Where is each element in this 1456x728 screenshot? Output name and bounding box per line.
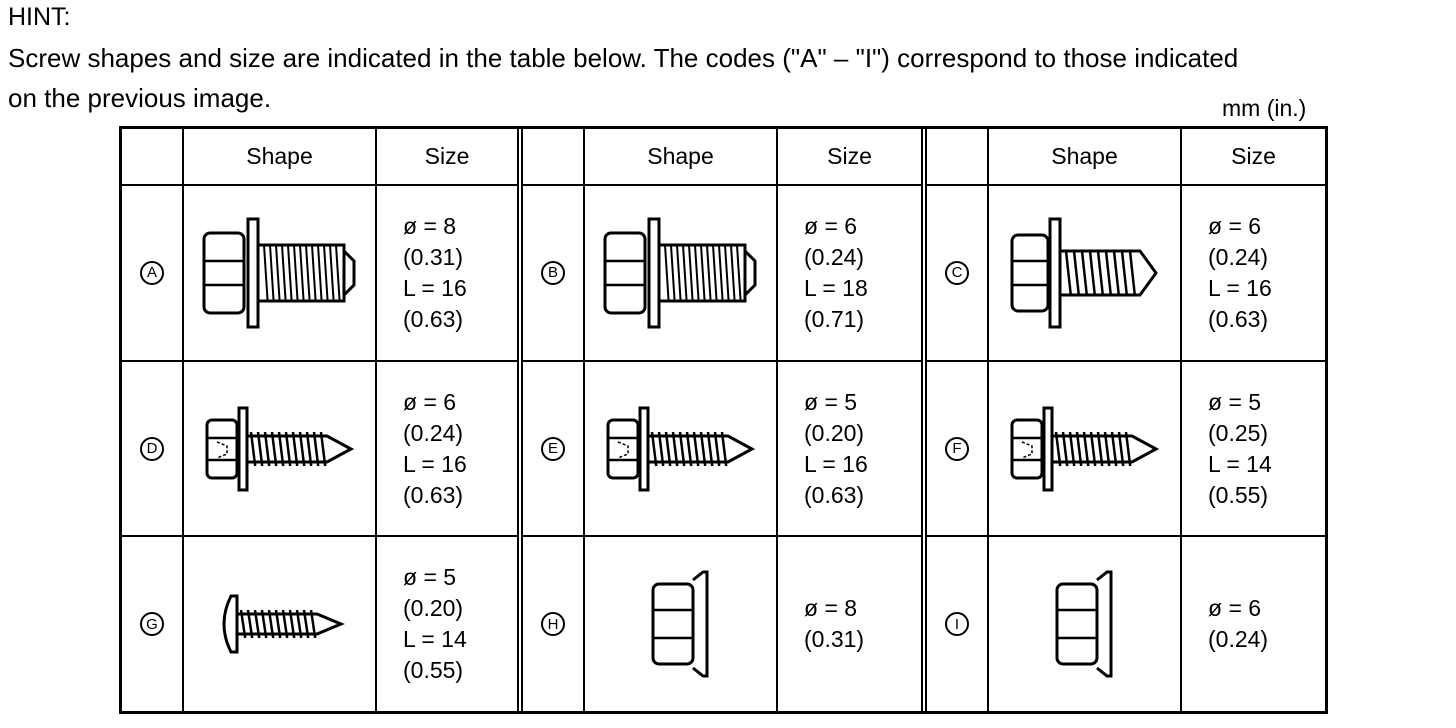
size-line: (0.20) <box>804 419 865 446</box>
size-line: (0.24) <box>804 243 865 270</box>
pan-head-tapping-screw-icon <box>215 592 345 656</box>
size-line: ø = 6 <box>1208 212 1262 239</box>
size-line: (0.24) <box>403 419 464 446</box>
shape-cell <box>585 362 776 538</box>
size-line: ø = 8 <box>403 212 457 239</box>
code-cell <box>927 362 987 538</box>
size-header: Size <box>377 129 517 186</box>
size-cell <box>377 186 517 362</box>
code-column <box>523 129 585 711</box>
size-cell <box>778 362 921 538</box>
size-value <box>804 387 868 511</box>
size-value <box>1208 211 1272 335</box>
hex-flange-tapping-screw-icon <box>1010 217 1160 329</box>
size-line: (0.63) <box>804 481 865 508</box>
shape-header: Shape <box>989 129 1180 186</box>
code-cell <box>122 186 182 362</box>
size-cell <box>1182 537 1325 711</box>
size-line: ø = 6 <box>804 212 858 239</box>
hint-text-line-2: on the previous image. <box>8 83 272 113</box>
size-line: ø = 6 <box>1208 595 1262 622</box>
size-line: (0.55) <box>1208 481 1269 508</box>
table-group-2 <box>523 129 927 711</box>
code-cell <box>523 362 583 538</box>
shape-header: Shape <box>184 129 375 186</box>
size-line: ø = 6 <box>403 388 457 415</box>
shape-cell <box>184 186 375 362</box>
flange-nut-icon <box>651 570 711 678</box>
units-label: mm (in.) <box>1222 95 1307 121</box>
size-line: L = 16 <box>804 450 868 477</box>
hex-flange-bolt-long-icon <box>603 217 759 329</box>
size-column <box>1182 129 1325 711</box>
hint-title: HINT: <box>8 3 71 31</box>
code-cell <box>927 537 987 711</box>
code-header <box>523 129 583 186</box>
size-line: L = 16 <box>403 274 467 301</box>
size-line: (0.24) <box>1208 626 1269 653</box>
hint-text-line-1: Screw shapes and size are indicated in the table below. The codes ("A" – "I") correspond to those indicated <box>8 43 1239 73</box>
size-cell <box>778 537 921 711</box>
table-group-3 <box>927 129 1325 711</box>
shape-cell <box>989 186 1180 362</box>
shape-cell <box>989 537 1180 711</box>
shape-column <box>184 129 377 711</box>
size-line: (0.55) <box>403 657 464 684</box>
code-badge: E <box>541 437 565 461</box>
hex-washer-tapping-screw-icon <box>606 406 756 492</box>
size-cell <box>1182 186 1325 362</box>
code-badge: H <box>541 612 565 636</box>
size-line: (0.25) <box>1208 419 1269 446</box>
size-value <box>1208 387 1272 511</box>
code-badge: C <box>945 261 969 285</box>
code-badge: I <box>945 612 969 636</box>
hex-washer-tapping-screw-icon <box>1010 406 1160 492</box>
size-cell <box>377 537 517 711</box>
shape-cell <box>989 362 1180 538</box>
shape-cell <box>585 537 776 711</box>
screw-table <box>119 126 1328 714</box>
size-value <box>804 593 864 655</box>
size-line: ø = 5 <box>804 388 858 415</box>
size-line: (0.63) <box>403 481 464 508</box>
hex-flange-bolt-long-icon <box>202 217 358 329</box>
size-column <box>377 129 517 711</box>
code-badge: D <box>140 437 164 461</box>
size-value <box>403 562 467 686</box>
size-line: (0.31) <box>804 626 865 653</box>
size-line: (0.24) <box>1208 243 1269 270</box>
table-group-1 <box>122 129 523 711</box>
code-cell <box>523 537 583 711</box>
size-value <box>804 211 868 335</box>
size-line: (0.63) <box>1208 305 1269 332</box>
code-badge: A <box>140 261 164 285</box>
size-column <box>778 129 921 711</box>
size-line: ø = 8 <box>804 595 858 622</box>
size-line: L = 14 <box>403 626 467 653</box>
code-badge: G <box>140 612 164 636</box>
shape-cell <box>585 186 776 362</box>
size-line: (0.71) <box>804 305 865 332</box>
size-line: (0.63) <box>403 305 464 332</box>
size-line: (0.31) <box>403 243 464 270</box>
size-line: L = 16 <box>1208 274 1272 301</box>
size-line: L = 18 <box>804 274 868 301</box>
size-value <box>1208 593 1268 655</box>
size-header: Size <box>778 129 921 186</box>
shape-cell <box>184 362 375 538</box>
code-cell <box>927 186 987 362</box>
code-badge: F <box>945 437 969 461</box>
size-line: L = 16 <box>403 450 467 477</box>
code-header <box>927 129 987 186</box>
size-line: (0.20) <box>403 595 464 622</box>
flange-nut-icon <box>1055 570 1115 678</box>
code-badge: B <box>541 261 565 285</box>
shape-header: Shape <box>585 129 776 186</box>
code-cell <box>122 362 182 538</box>
shape-column <box>585 129 778 711</box>
code-cell <box>122 537 182 711</box>
size-header: Size <box>1182 129 1325 186</box>
size-line: ø = 5 <box>1208 388 1262 415</box>
shape-cell <box>184 537 375 711</box>
code-header <box>122 129 182 186</box>
size-value <box>403 211 467 335</box>
code-column <box>927 129 989 711</box>
size-cell <box>1182 362 1325 538</box>
code-cell <box>523 186 583 362</box>
hex-washer-tapping-screw-icon <box>205 406 355 492</box>
size-line: L = 14 <box>1208 450 1272 477</box>
shape-column <box>989 129 1182 711</box>
code-column <box>122 129 184 711</box>
size-cell <box>778 186 921 362</box>
size-value <box>403 387 467 511</box>
size-cell <box>377 362 517 538</box>
size-line: ø = 5 <box>403 564 457 591</box>
